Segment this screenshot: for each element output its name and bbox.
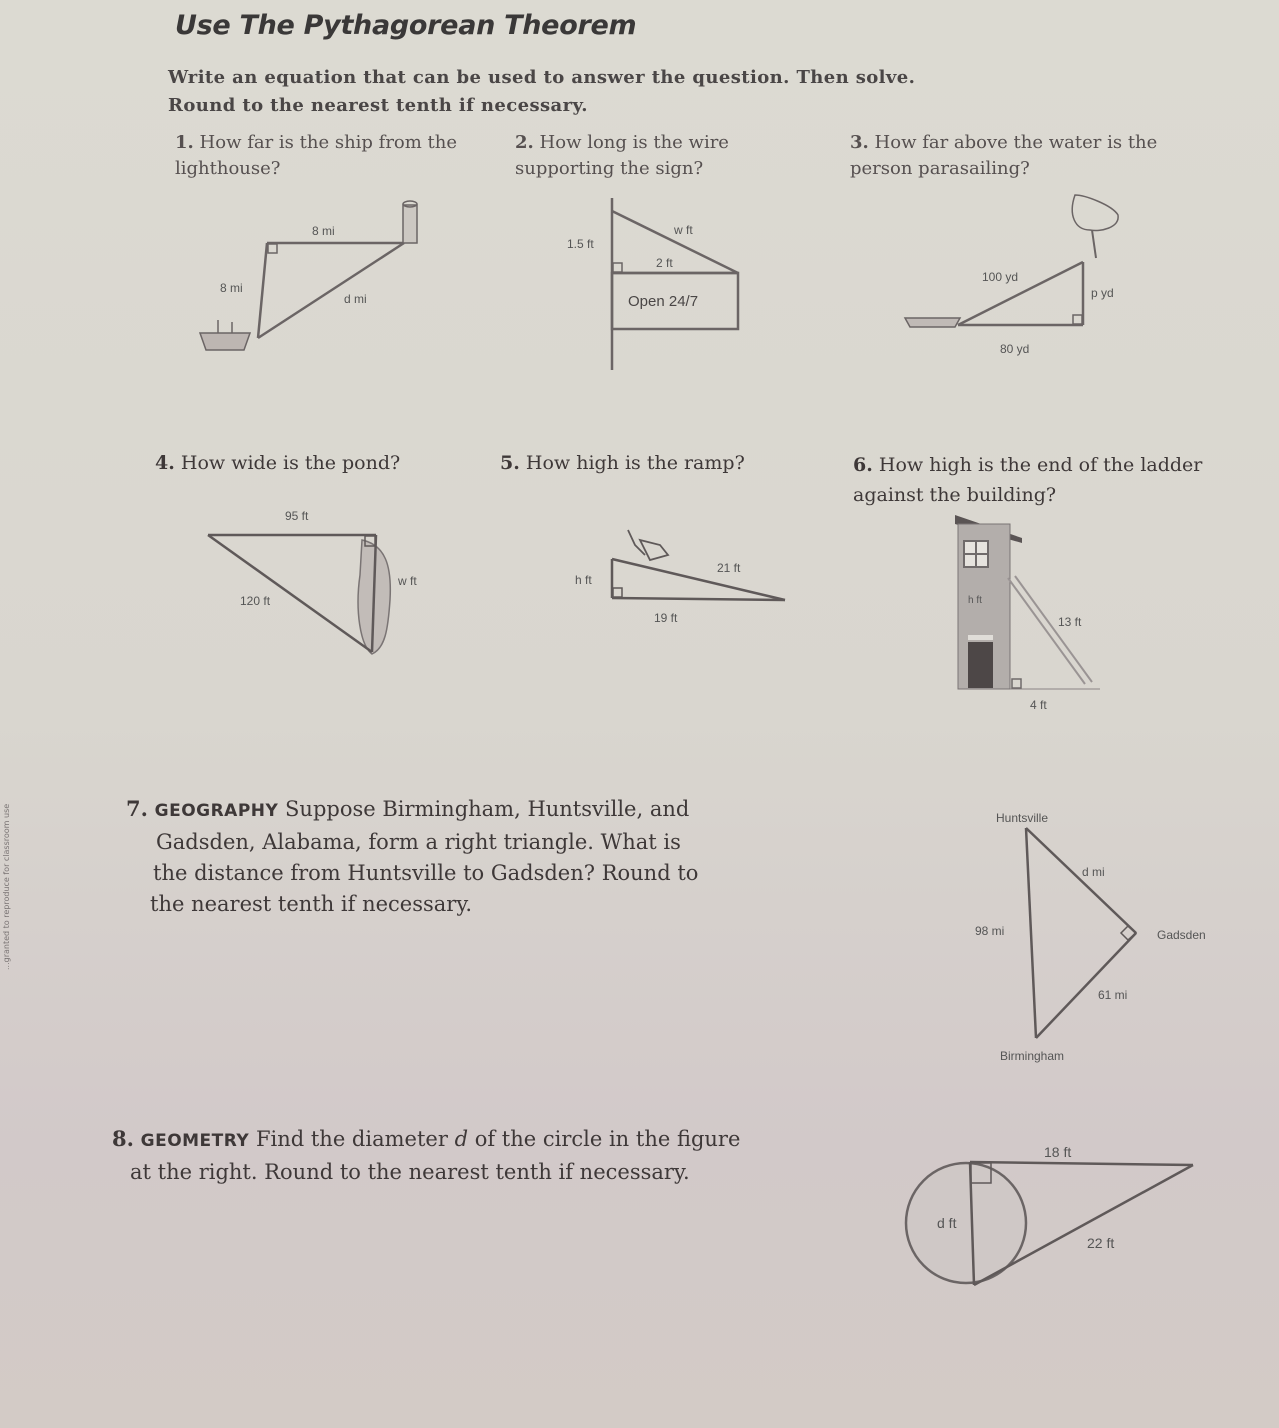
problem-number: 6.	[853, 454, 873, 476]
label-98mi: 98 mi	[975, 924, 1005, 938]
label-dmi: d mi	[1082, 865, 1105, 879]
label-vertical: 1.5 ft	[567, 237, 594, 251]
problem-number: 8.	[112, 1126, 134, 1151]
problem-6	[853, 450, 1213, 510]
problem-8	[112, 1123, 872, 1188]
problem-2	[515, 130, 815, 182]
label-left: 8 mi	[220, 281, 243, 295]
problem-question: How high is the end of the ladder against the building?	[853, 454, 1203, 506]
label-top: 18 ft	[1044, 1144, 1072, 1160]
label-base: 80 yd	[1000, 342, 1030, 356]
problem-line-2: Gadsden, Alabama, form a right triangle. What is	[156, 830, 681, 854]
label-hypotenuse: 21 ft	[717, 561, 741, 575]
problem-question: How high is the ramp?	[525, 452, 745, 474]
problem-5	[500, 448, 820, 479]
label-hypotenuse: 22 ft	[1087, 1235, 1115, 1251]
problem-line-1: Suppose Birmingham, Huntsville, and	[285, 797, 690, 821]
label-ladder: 13 ft	[1058, 615, 1082, 629]
label-hypotenuse: d mi	[344, 292, 367, 306]
problem-question: How far is the ship from the lighthouse?	[175, 132, 458, 179]
problem-category: GEOGRAPHY	[154, 801, 279, 821]
vertex-birmingham: Birmingham	[1000, 1049, 1065, 1063]
label-hypotenuse: 100 yd	[982, 270, 1019, 284]
problem-line-1a: Find the diameter	[255, 1127, 448, 1151]
sign-text: Open 24/7	[628, 293, 699, 310]
problem-number: 7.	[126, 796, 148, 821]
vertex-gadsden: Gadsden	[1157, 928, 1206, 942]
margin-copyright-note: ...granted to reproduce for classroom use	[2, 803, 11, 970]
problem-number: 2.	[515, 132, 534, 153]
label-vertical: p yd	[1091, 286, 1114, 300]
problem-number: 4.	[155, 452, 175, 474]
label-top: 8 mi	[312, 224, 335, 238]
label-top: 95 ft	[285, 509, 309, 523]
label-vertical: h ft	[575, 573, 592, 587]
problem-4	[155, 448, 475, 479]
problem-number: 1.	[175, 132, 194, 153]
label-horizontal: 2 ft	[656, 256, 673, 270]
problem-7	[126, 793, 806, 920]
problem-question: How wide is the pond?	[180, 452, 401, 474]
problem-1	[175, 130, 495, 182]
problem-number: 3.	[850, 132, 869, 153]
worksheet-title: Use The Pythagorean Theorem	[175, 10, 637, 41]
vertex-huntsville: Huntsville	[996, 811, 1049, 825]
label-base: 19 ft	[654, 611, 678, 625]
label-base: 4 ft	[1030, 698, 1047, 712]
problem-line-3: the distance from Huntsville to Gadsden? Round to	[153, 861, 699, 885]
variable-d: d	[454, 1127, 469, 1151]
label-diameter: d ft	[937, 1215, 957, 1231]
problem-number: 5.	[500, 452, 520, 474]
problem-question: How far above the water is the person parasailing?	[850, 132, 1158, 179]
label-61mi: 61 mi	[1098, 988, 1128, 1002]
instructions: Write an equation that can be used to answer the question. Then solve. Round to the nearest tenth if necessary.	[168, 67, 916, 116]
problem-line-1b: of the circle in the figure	[474, 1127, 741, 1151]
problem-question: How long is the wire supporting the sign?	[515, 132, 729, 179]
problem-line-4: the nearest tenth if necessary.	[150, 892, 473, 916]
problem-line-2: at the right. Round to the nearest tenth if necessary.	[130, 1160, 690, 1184]
label-hypotenuse: w ft	[674, 223, 693, 237]
label-vertical: h ft	[968, 595, 982, 606]
problem-3	[850, 130, 1210, 182]
problem-category: GEOMETRY	[140, 1131, 250, 1151]
label-vertical: w ft	[398, 574, 417, 588]
label-hypotenuse: 120 ft	[240, 594, 271, 608]
